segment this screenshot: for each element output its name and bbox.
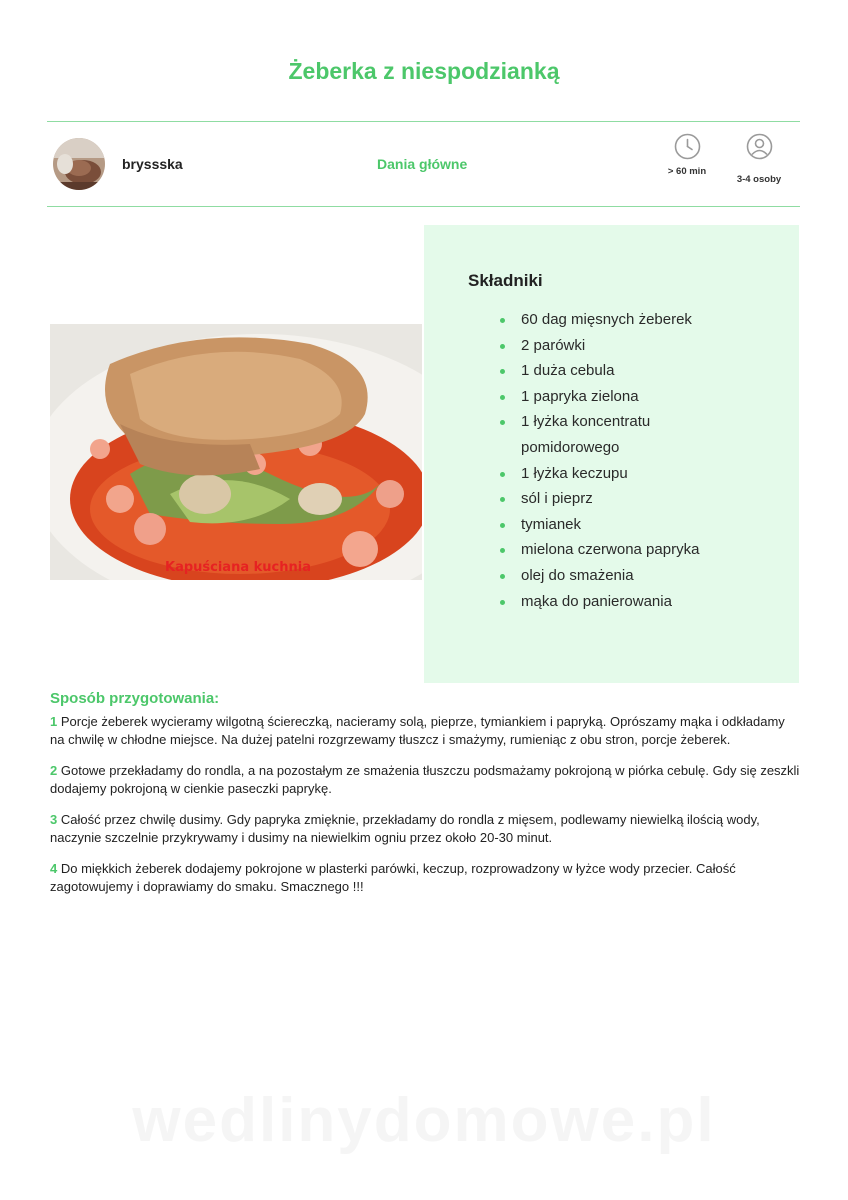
category-link[interactable]: Dania główne — [377, 156, 468, 172]
ingredient-item: sól i pieprz — [500, 486, 720, 512]
author-name[interactable]: bryssska — [122, 156, 183, 172]
servings — [730, 133, 788, 186]
user-icon — [746, 133, 773, 160]
ingredient-item: 1 papryka zielona — [500, 384, 720, 410]
preparation-steps — [50, 713, 800, 909]
preparation-step — [50, 713, 800, 749]
site-watermark: wedlinydomowe.pl — [132, 1086, 716, 1155]
ingredient-item: olej do smażenia — [500, 563, 720, 589]
step-text: Do miękkich żeberek dodajemy pokrojone w plasterki parówki, keczup, rozprowadzony w łyżce wody przecier. Całość zagotowujemy i doprawiamy do smaku. Smacznego !!! — [50, 861, 736, 894]
preparation-step — [50, 811, 800, 847]
servings-value: 3-4 osoby — [736, 174, 782, 185]
ingredient-item: 1 łyżka keczupu — [500, 461, 720, 487]
dish-photo — [50, 324, 422, 580]
header-divider-bottom — [47, 206, 800, 207]
ingredient-item: mąka do panierowania — [500, 589, 720, 615]
step-text: Porcje żeberek wycieramy wilgotną ściereczką, nacieramy solą, pieprze, tymiankiem i papryką. Oprószamy mąka i odkładamy na chwilę w chłodne miejsce. Na dużej patelni rozgrzewamy tłuszcz i smażymy, rumieniąc z obu stron, porcje żeberek. — [50, 714, 785, 747]
ingredients-panel — [424, 225, 799, 683]
ingredients-title: Składniki — [468, 271, 543, 290]
step-text: Gotowe przekładamy do rondla, a na pozostałym ze smażenia tłuszczu podsmażamy pokrojoną w piórka cebulę. Gdy się zeszkli dodajemy pokrojoną w cienkie paseczki paprykę. — [50, 763, 800, 796]
preparation-step — [50, 762, 800, 798]
ingredient-item: 60 dag mięsnych żeberek — [500, 307, 720, 333]
ingredient-item: tymianek — [500, 512, 720, 538]
step-number: 3 — [50, 812, 58, 827]
step-number: 2 — [50, 763, 58, 778]
author-avatar[interactable] — [53, 138, 105, 190]
ingredient-item: 1 duża cebula — [500, 358, 720, 384]
preparation-title: Sposób przygotowania: — [50, 690, 220, 707]
ingredient-item: mielona czerwona papryka — [500, 537, 720, 563]
ingredient-item: 1 łyżka koncentratu pomidorowego — [500, 409, 720, 460]
clock-icon — [674, 133, 701, 160]
recipe-title: Żeberka z niespodzianką — [288, 58, 560, 84]
prep-time — [664, 133, 710, 178]
step-number: 4 — [50, 861, 58, 876]
ingredient-item: 2 parówki — [500, 333, 720, 359]
step-number: 1 — [50, 714, 58, 729]
prep-time-value: > 60 min — [667, 166, 707, 177]
step-text: Całość przez chwilę dusimy. Gdy papryka zmięknie, przekładamy do rondla z mięsem, podlewamy niewielką ilością wody, naczynie szczelnie przykrywamy i dusimy na niewielkim ogniu przez około 20-30 minut. — [50, 812, 760, 845]
preparation-step — [50, 860, 800, 896]
ingredients-list — [500, 307, 720, 614]
photo-caption: Kapuściana kuchnia — [165, 560, 311, 575]
header-divider-top — [47, 121, 800, 122]
